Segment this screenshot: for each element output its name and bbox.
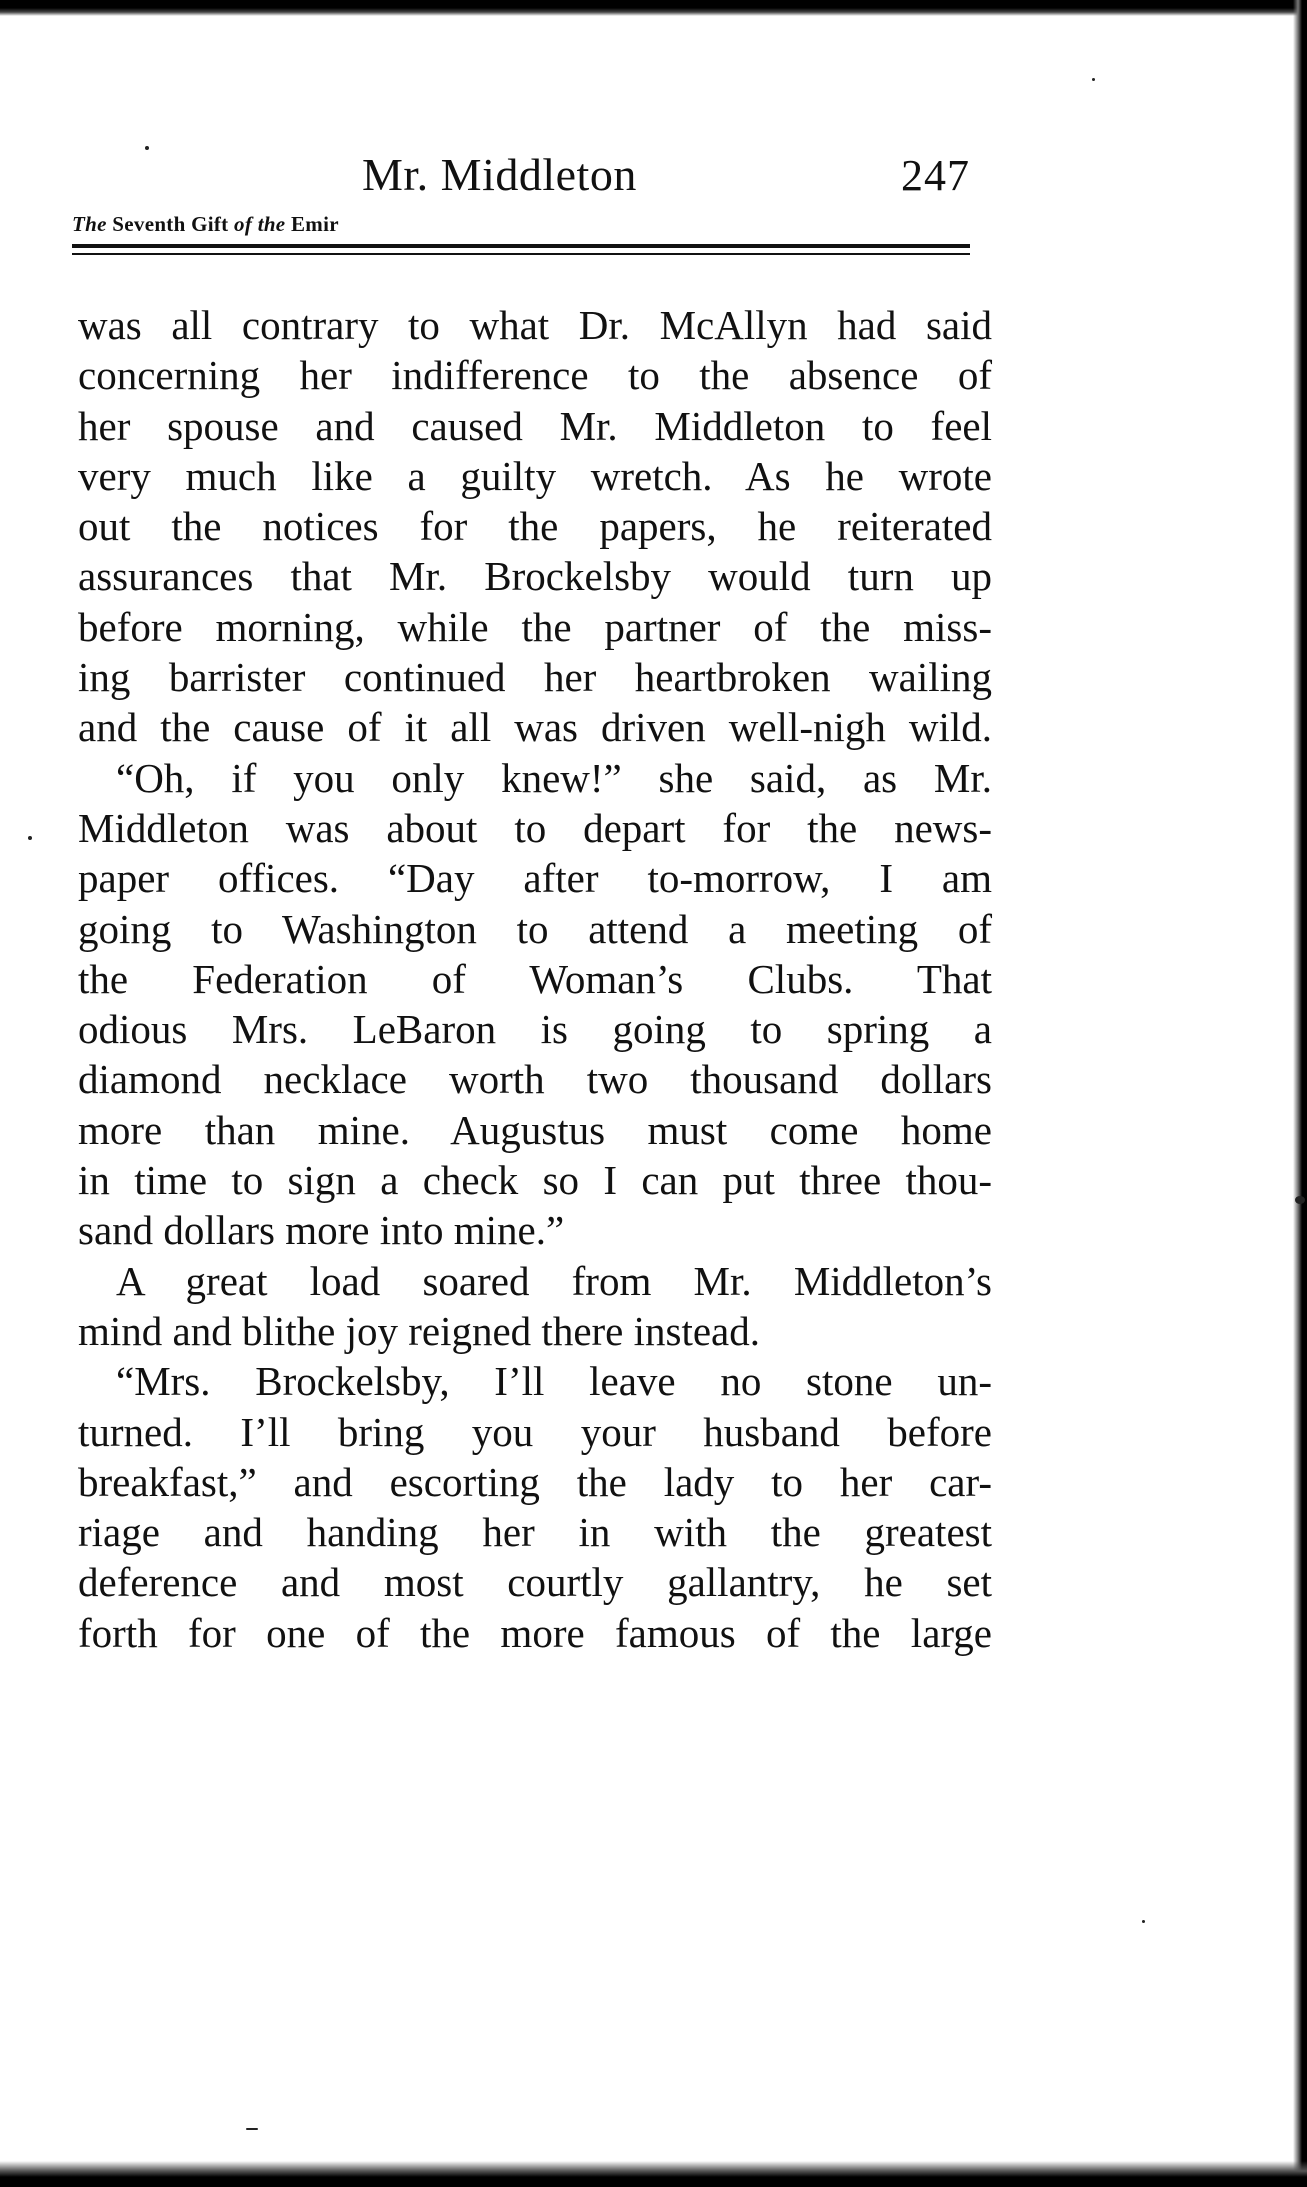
text-line: “Mrs. Brockelsby, I’ll leave no stone un-	[116, 1358, 992, 1405]
page-number: 247	[901, 151, 970, 200]
header-rule-thick	[72, 244, 970, 248]
text-line: deference and most courtly gallantry, he set	[78, 1559, 992, 1606]
text-line: concerning her indifference to the absence of	[78, 352, 992, 399]
text-line: was all contrary to what Dr. McAllyn had said	[78, 302, 992, 348]
text-line: out the notices for the papers, he reiterated	[78, 503, 992, 550]
scan-speck	[1092, 78, 1095, 81]
text-line: mind and blithe joy reigned there instead.	[78, 1307, 761, 1354]
book-title-of-the: of the	[234, 212, 286, 236]
book-title-the: The	[72, 212, 107, 236]
text-line: ing barrister continued her heartbroken wailing	[78, 654, 992, 701]
scan-speck	[28, 836, 32, 840]
text-line: her spouse and caused Mr. Middleton to feel	[78, 402, 992, 449]
book-title-end: Emir	[291, 212, 339, 236]
scan-edge-bottom	[0, 2161, 1307, 2187]
text-line: turned. I’ll bring you your husband before	[78, 1408, 992, 1455]
text-line: diamond necklace worth two thousand dollars	[78, 1056, 992, 1103]
text-line: breakfast,” and escorting the lady to her car-	[78, 1458, 992, 1505]
text-line: riage and handing her in with the greatest	[78, 1509, 992, 1556]
page-title: Mr. Middleton	[362, 149, 637, 200]
scan-edge-top	[0, 0, 1307, 16]
text-line: A great load soared from Mr. Middleton’s	[116, 1257, 992, 1304]
text-line: very much like a guilty wretch. As he wrote	[78, 452, 992, 499]
scan-speck	[1142, 1920, 1145, 1923]
header-rule-thin	[72, 253, 970, 255]
text-line: odious Mrs. LeBaron is going to spring a	[78, 1006, 992, 1053]
text-line: more than mine. Augustus must come home	[78, 1106, 992, 1153]
scan-speck	[246, 2128, 258, 2130]
body-text	[78, 300, 992, 1658]
text-line: Middleton was about to depart for the news-	[78, 804, 992, 851]
running-head	[72, 148, 970, 268]
text-line: paper offices. “Day after to-morrow, I am	[78, 855, 992, 902]
text-line: forth for one of the more famous of the large	[78, 1609, 992, 1656]
text-line: sand dollars more into mine.”	[78, 1207, 565, 1254]
book-title	[72, 212, 339, 237]
book-title-mid: Seventh Gift	[112, 212, 229, 236]
text-line: before morning, while the partner of the miss-	[78, 603, 992, 650]
text-line: and the cause of it all was driven well-nigh wild.	[78, 704, 992, 751]
scan-speck	[1295, 1196, 1305, 1204]
text-line: the Federation of Woman’s Clubs. That	[78, 955, 992, 1002]
text-line: assurances that Mr. Brockelsby would turn up	[78, 553, 992, 600]
scan-edge-right	[1293, 0, 1307, 2187]
text-line: going to Washington to attend a meeting of	[78, 905, 992, 952]
text-line: in time to sign a check so I can put three thou-	[78, 1157, 992, 1204]
text-line: “Oh, if you only knew!” she said, as Mr.	[116, 754, 992, 801]
